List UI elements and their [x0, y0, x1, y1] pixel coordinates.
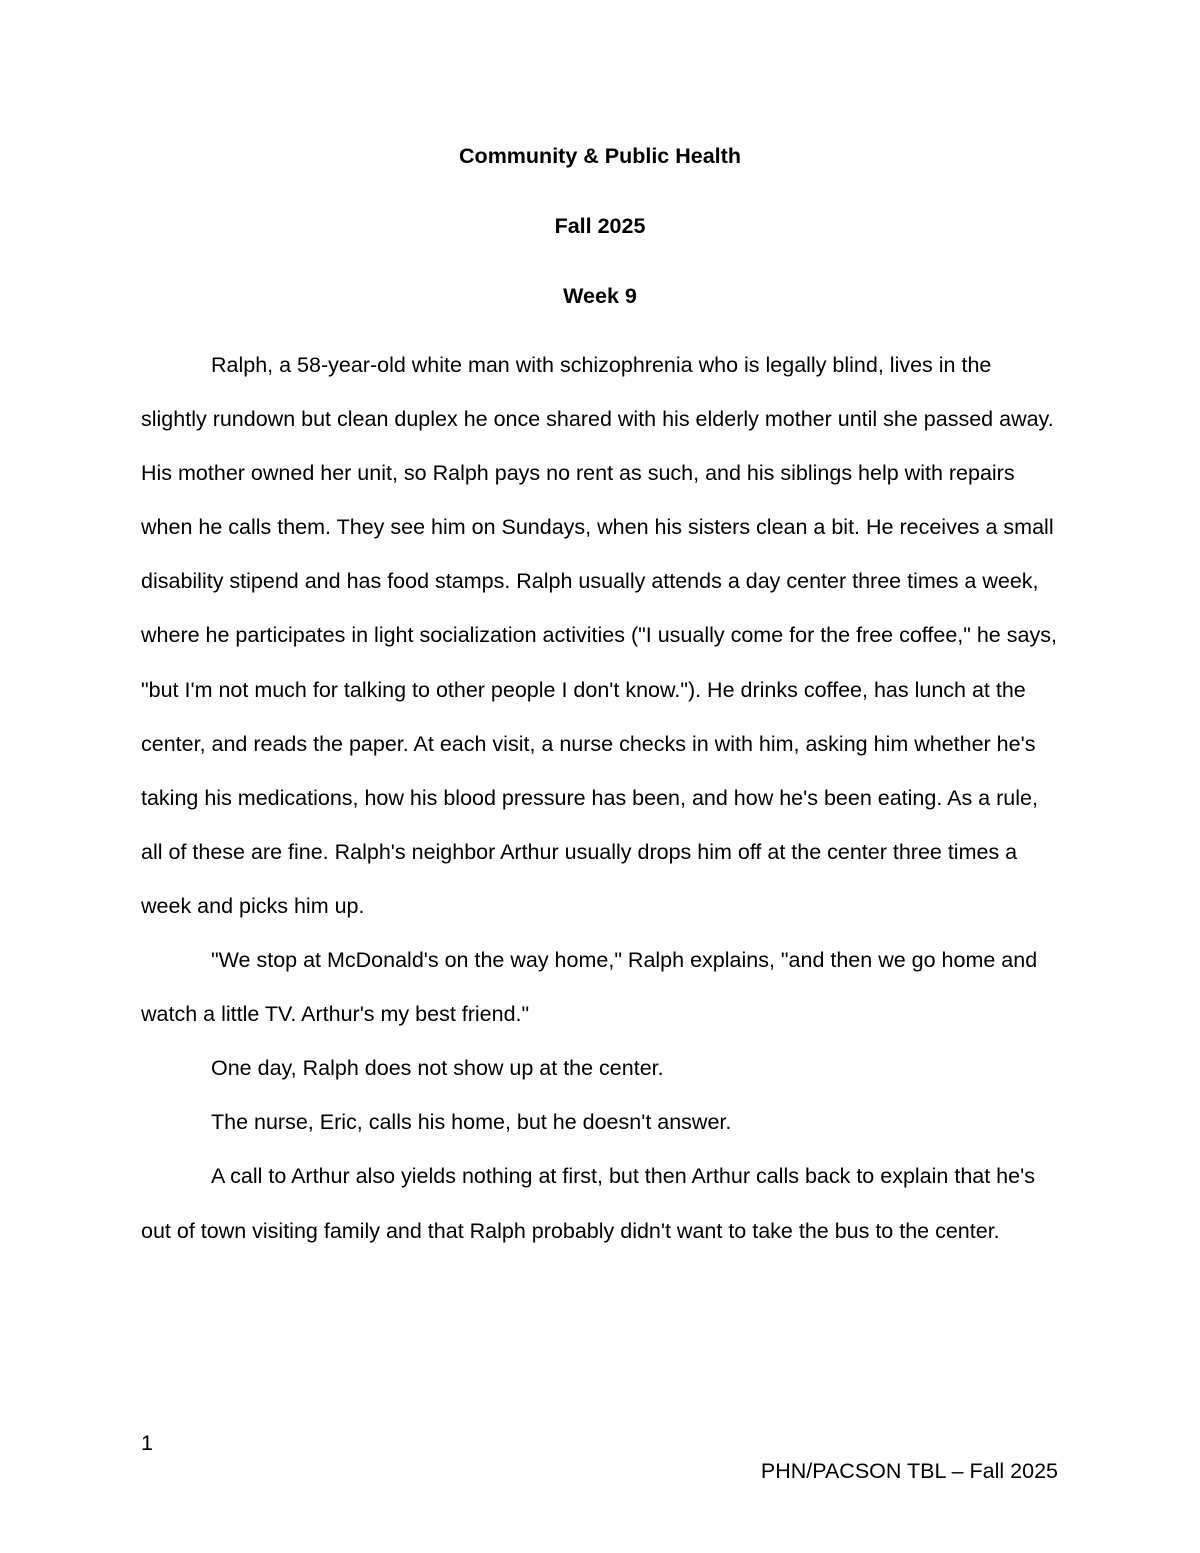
- document-title: Community & Public Health: [459, 144, 741, 168]
- paragraph-arthur-call: A call to Arthur also yields nothing at first, but then Arthur calls back to explain that he's out of town visiting family and that Ralph probably didn't want to take the bus to the center.: [141, 1164, 1035, 1243]
- footer-course-label: PHN/PACSON TBL – Fall 2025: [760, 1459, 1058, 1483]
- paragraph-nurse-call: The nurse, Eric, calls his home, but he doesn't answer.: [211, 1110, 732, 1135]
- page-number: 1: [141, 1431, 153, 1455]
- document-week: Week 9: [563, 284, 637, 308]
- paragraph-case-intro: Ralph, a 58-year-old white man with schizophrenia who is legally blind, lives in the slightly rundown but clean duplex he once shared with his elderly mother until she passed away. His mother owned her unit, so Ralph pays no rent as such, and his siblings help with repairs when he calls them. They see him on Sundays, when his sisters clean a bit. He receives a small disability stipend and has food stamps. Ralph usually attends a day center three times a week, where he participates in light socialization activities ("I usually come for the free coffee," he says, "but I'm not much for talking to other people I don't know."). He drinks coffee, has lunch at the center, and reads the paper. At each visit, a nurse checks in with him, asking him whether he's taking his medications, how his blood pressure has been, and how he's been eating. As a rule, all of these are fine. Ralph's neighbor Arthur usually drops him off at the center three times a week and picks him up.: [141, 353, 1057, 918]
- paragraph-no-show: One day, Ralph does not show up at the center.: [211, 1056, 664, 1081]
- document-body: [141, 338, 1061, 1258]
- document-term: Fall 2025: [554, 214, 646, 238]
- paragraph-ralph-quote: "We stop at McDonald's on the way home," Ralph explains, "and then we go home and watch a little TV. Arthur's my best friend.": [141, 948, 1038, 1027]
